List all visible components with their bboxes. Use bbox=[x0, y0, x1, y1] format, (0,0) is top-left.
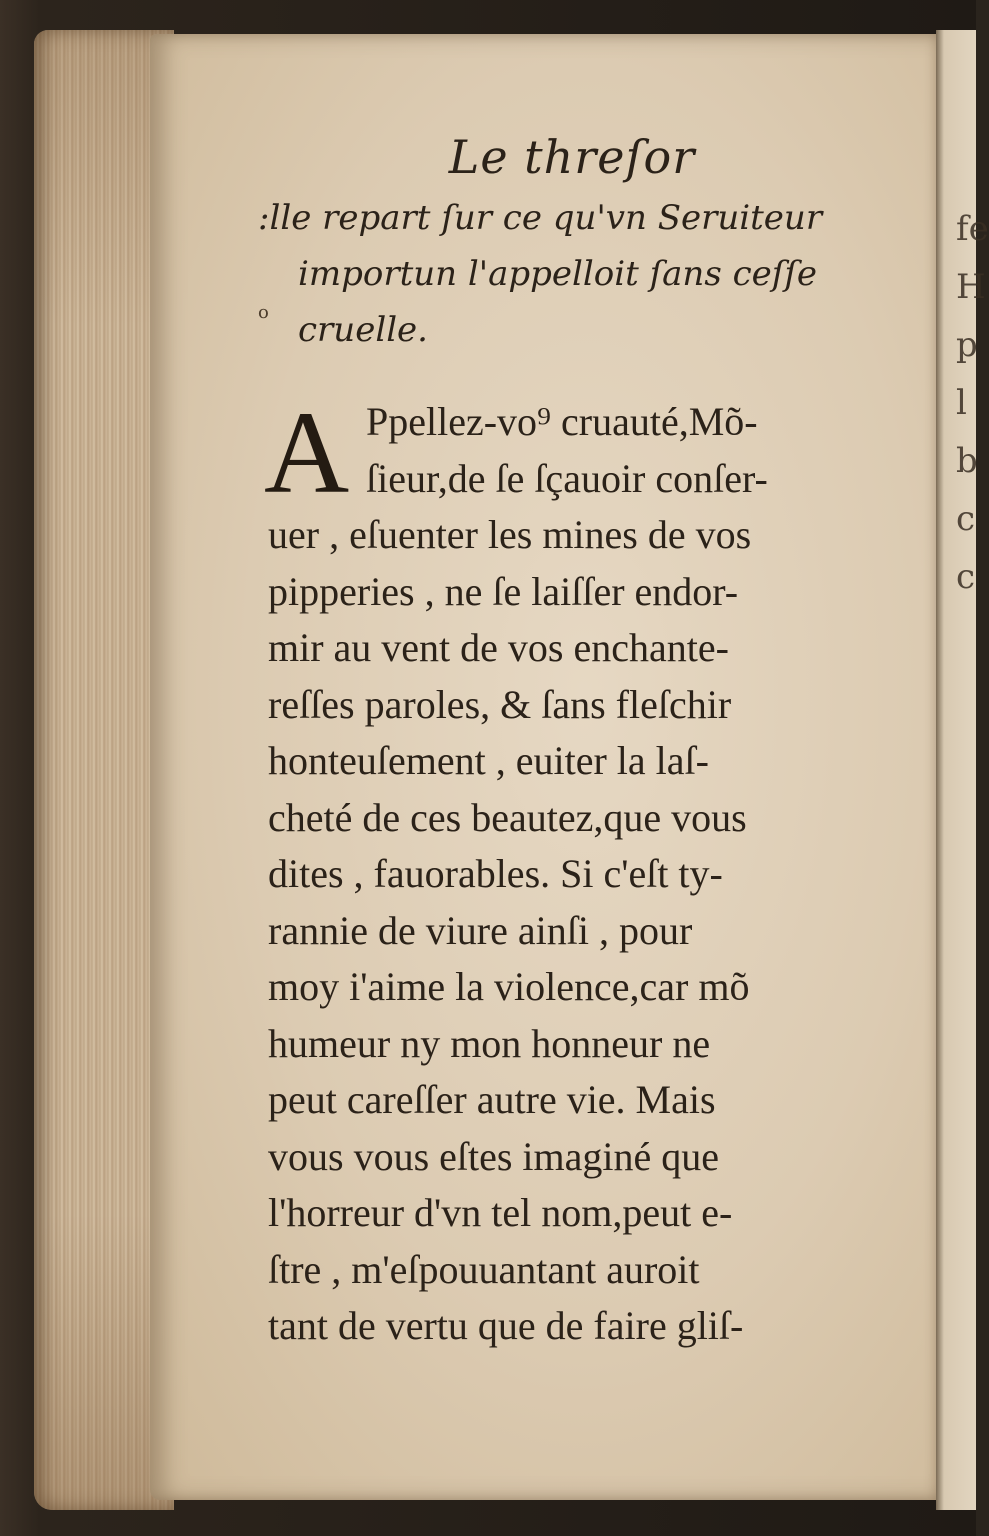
page-text bbox=[258, 130, 868, 1355]
body-line: humeur ny mon honneur ne bbox=[268, 1020, 711, 1066]
facing-letter: l bbox=[956, 383, 967, 423]
body-line: reſſes paroles, & ſans fleſchir bbox=[268, 681, 732, 727]
facing-letter: c bbox=[956, 499, 976, 539]
body-line: uer , eſuenter les mines de vos bbox=[268, 512, 752, 557]
body-line: pipperies , ne ſe laiſſer endor- bbox=[268, 568, 739, 614]
body-line: rannie de viure ainſi , pour bbox=[268, 907, 693, 953]
facing-letter: b bbox=[956, 441, 978, 481]
heading-line: :lle repart ſur ce qu'vn Seruiteur bbox=[258, 198, 823, 238]
body-line: Ppellez-vo⁹ cruauté,Mõ- bbox=[366, 399, 758, 444]
body-line: peut careſſer autre vie. Mais bbox=[268, 1077, 716, 1122]
heading-line: cruelle. bbox=[298, 310, 428, 350]
body-line: vous vous eſtes imaginé que bbox=[268, 1133, 720, 1179]
facing-page-text bbox=[956, 200, 989, 606]
body-text bbox=[264, 387, 868, 1355]
body-line: honteuſement , euiter la laſ- bbox=[268, 738, 709, 783]
margin-mark: o bbox=[258, 302, 269, 323]
body-line: mir au vent de vos enchante- bbox=[268, 625, 729, 670]
body-line: dites , fauorables. Si c'eſt ty- bbox=[268, 851, 723, 896]
body-line: l'horreur d'vn tel nom,peut e- bbox=[268, 1190, 733, 1235]
body-line: ſtre , m'eſpouuantant auroit bbox=[268, 1246, 700, 1292]
facing-letter: p bbox=[956, 325, 978, 365]
running-head: Le threſor bbox=[448, 130, 696, 184]
facing-letter: c bbox=[956, 557, 976, 597]
body-line: ſieur,de ſe ſçauoir conſer- bbox=[366, 455, 768, 501]
facing-letter: H bbox=[956, 267, 986, 307]
drop-cap: A bbox=[264, 387, 350, 518]
body-line: moy i'aime la violence,car mõ bbox=[268, 964, 750, 1009]
body-line: cheté de ces beautez,que vous bbox=[268, 794, 747, 840]
heading-line: importun l'appelloit ſans ceſſe bbox=[298, 254, 818, 294]
body-line: tant de vertu que de faire gliſ- bbox=[268, 1303, 744, 1348]
section-heading bbox=[258, 190, 868, 358]
facing-letter: fe bbox=[956, 209, 989, 249]
